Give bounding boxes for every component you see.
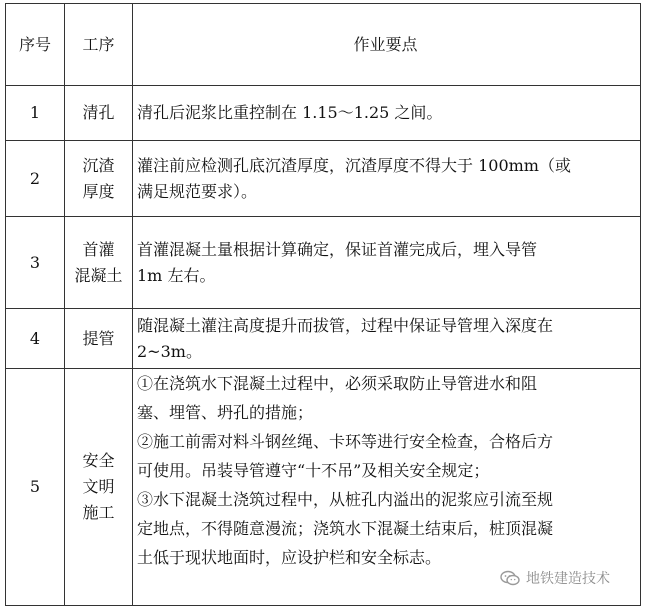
row-seq: 4 [6, 309, 65, 369]
header-seq: 序号 [6, 4, 65, 86]
requirement-line: 满足规范要求）。 [137, 181, 258, 201]
table-header-row [6, 4, 641, 86]
requirement-line: 首灌混凝土量根据计算确定，保证首灌完成后，埋入导管 [137, 239, 538, 259]
row-requirements [133, 309, 641, 369]
row-step [65, 141, 133, 217]
header-requirements: 作业要点 [133, 4, 641, 86]
row-step-line: 安全 [82, 451, 115, 470]
requirement-line: ①在浇筑水下混凝土过程中，必须采取防止导管进水和阻 [137, 374, 538, 393]
row-step [65, 86, 133, 141]
row-step-line: 混凝土 [74, 265, 123, 285]
watermark-text: 地铁建造技术 [526, 571, 610, 587]
row-seq: 2 [6, 141, 65, 217]
requirement-line: 随混凝土灌注高度提升而拔管，过程中保证导管埋入深度在 [137, 315, 554, 335]
row-step [65, 309, 133, 369]
table-row [6, 217, 641, 309]
row-step-line: 提管 [82, 328, 115, 348]
row-step-line: 沉渣 [82, 155, 115, 175]
row-step-line: 首灌 [82, 239, 115, 259]
row-step-line: 清孔 [82, 103, 115, 122]
row-seq: 3 [6, 217, 65, 309]
requirement-line: ②施工前需对料斗钢丝绳、卡环等进行安全检查，合格后方 [137, 432, 554, 451]
row-step [65, 217, 133, 309]
row-step-line: 厚度 [82, 181, 115, 201]
construction-procedure-table [5, 3, 641, 606]
row-step-line: 文明 [82, 477, 115, 496]
requirement-line: 1m 左右。 [137, 265, 216, 285]
requirement-line: 塞、埋管、坍孔的措施； [137, 403, 314, 422]
table-row [6, 309, 641, 369]
row-seq: 1 [6, 86, 65, 141]
requirement-line: 清孔后泥浆比重控制在 1.15～1.25 之间。 [137, 103, 443, 122]
row-step-line: 施工 [82, 503, 115, 522]
watermark [500, 568, 610, 588]
row-step [65, 369, 133, 606]
requirement-line: ③水下混凝土浇筑过程中，从桩孔内溢出的泥浆应引流至规 [137, 490, 554, 509]
table-row [6, 141, 641, 217]
header-step: 工序 [65, 4, 133, 86]
requirement-line: 可使用。吊装导管遵守“十不吊”及相关安全规定； [137, 461, 490, 480]
requirement-line: 土低于现状地面时，应设护栏和安全标志。 [137, 548, 442, 567]
row-requirements [133, 217, 641, 309]
requirement-line: 灌注前应检测孔底沉渣厚度，沉渣厚度不得大于 100mm（或 [137, 155, 571, 175]
row-requirements [133, 141, 641, 217]
table-row [6, 86, 641, 141]
row-requirements [133, 86, 641, 141]
requirement-line: 定地点，不得随意漫流；浇筑水下混凝土结束后，桩顶混凝 [137, 519, 554, 538]
row-seq: 5 [6, 369, 65, 606]
wechat-logo-icon [500, 570, 520, 586]
requirement-line: 2~3m。 [137, 341, 202, 361]
